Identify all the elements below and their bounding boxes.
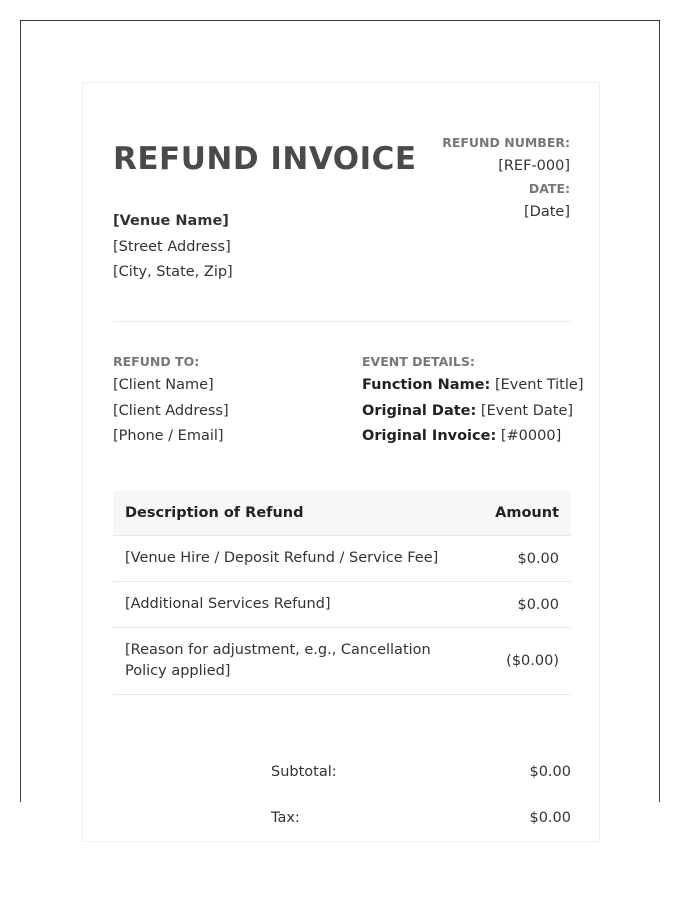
table-row	[113, 628, 571, 695]
venue-address-block	[113, 209, 233, 286]
subtotal-value: $0.00	[529, 764, 571, 780]
section-divider	[113, 321, 571, 322]
refund-to-label: REFUND TO:	[113, 354, 200, 369]
client-contact: [Phone / Email]	[113, 428, 224, 444]
client-name: [Client Name]	[113, 377, 214, 393]
invoice-meta	[442, 132, 570, 224]
event-details-label: EVENT DETAILS:	[362, 354, 475, 369]
original-invoice-label: Original Invoice:	[362, 428, 497, 444]
date-value: [Date]	[524, 204, 570, 220]
original-invoice-line	[362, 424, 583, 450]
totals-block	[271, 749, 571, 841]
table-row	[113, 582, 571, 628]
row-description: [Venue Hire / Deposit Refund / Service Fee]	[125, 550, 439, 566]
row-amount: $0.00	[517, 596, 559, 613]
function-name-value: [Event Title]	[494, 377, 584, 393]
row-amount: ($0.00)	[506, 653, 559, 669]
invoice-page	[82, 82, 600, 842]
refund-items-table	[113, 491, 571, 695]
description-column-header: Description of Refund	[125, 505, 304, 521]
function-name-label: Function Name:	[362, 377, 491, 393]
original-invoice-value: [#0000]	[500, 428, 562, 444]
subtotal-row	[271, 749, 571, 795]
refund-number-value: [REF-000]	[498, 158, 570, 174]
function-name-line	[362, 373, 583, 399]
table-header-row	[113, 491, 571, 536]
original-date-line	[362, 399, 583, 425]
date-label: DATE:	[528, 181, 570, 196]
refund-to-block	[113, 351, 229, 450]
tax-row	[271, 795, 571, 841]
event-details-block	[362, 351, 583, 450]
amount-column-header: Amount	[495, 505, 559, 521]
venue-street: [Street Address]	[113, 238, 231, 255]
venue-city: [City, State, Zip]	[113, 264, 233, 280]
invoice-title: REFUND INVOICE	[113, 141, 417, 177]
row-description: [Reason for adjustment, e.g., Cancellation Policy applied]	[125, 642, 431, 679]
original-date-label: Original Date:	[362, 402, 477, 419]
venue-name: [Venue Name]	[113, 213, 229, 229]
row-amount: $0.00	[517, 550, 559, 567]
subtotal-label: Subtotal:	[271, 764, 337, 780]
table-row	[113, 536, 571, 582]
tax-label: Tax:	[271, 810, 300, 826]
refund-number-label: REFUND NUMBER:	[442, 135, 570, 150]
original-date-value: [Event Date]	[480, 402, 574, 419]
client-address: [Client Address]	[113, 402, 229, 419]
tax-value: $0.00	[529, 810, 571, 826]
row-description: [Additional Services Refund]	[125, 596, 331, 612]
document-frame	[20, 20, 660, 826]
